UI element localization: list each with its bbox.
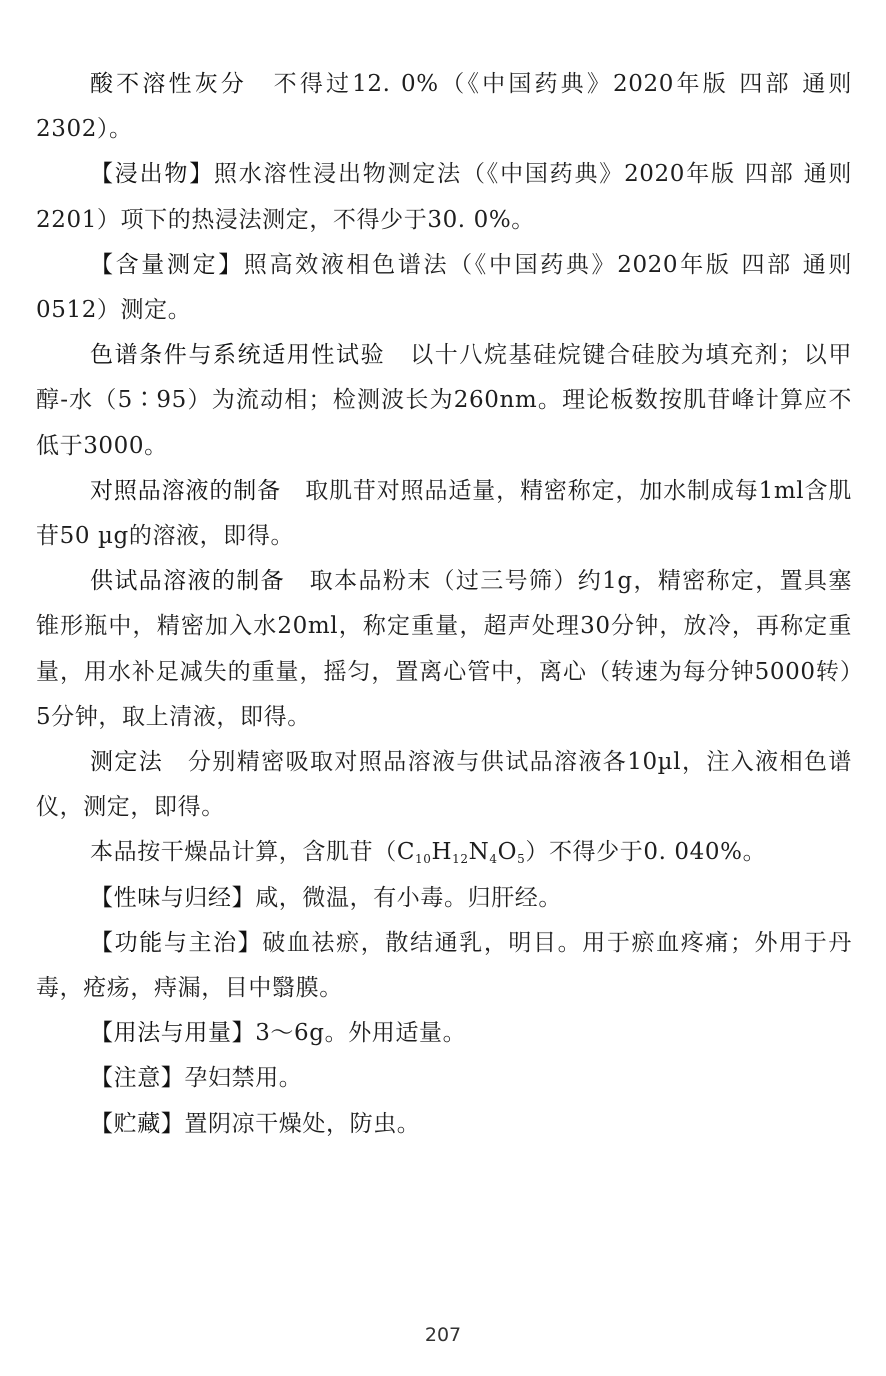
paragraph-reference-solution — [36, 469, 852, 559]
paragraph-heading: 【功能与主治】 — [90, 929, 263, 956]
paragraph-acid-insoluble-ash — [36, 62, 852, 152]
page-number: 207 — [424, 1324, 462, 1346]
paragraph-text: 取肌苷对照品适量，精密称定，加水制成每1ml含肌苷50 µg的溶液，即得。 — [36, 477, 852, 550]
paragraph-heading: 供试品溶液的制备 — [90, 568, 285, 595]
paragraph-text: 以十八烷基硅烷键合硅胶为填充剂；以甲醇-水（5∶95）为流动相；检测波长为260nm。理论板数按肌苷峰计算应不低于3000。 — [36, 342, 852, 459]
paragraph-text: 照高效液相色谱法（《中国药典》2020年版 四部 通则0512）测定。 — [36, 251, 852, 324]
paragraph-heading: 测定法 — [90, 749, 164, 776]
paragraph-precautions — [36, 1056, 852, 1101]
paragraph-heading: 色谱条件与系统适用性试验 — [90, 342, 386, 369]
paragraph-heading: 【用法与用量】 — [90, 1020, 256, 1047]
paragraph-heading: 【性味与归经】 — [90, 884, 256, 911]
paragraph-chromatographic-conditions — [36, 333, 852, 469]
paragraph-usage-dosage — [36, 1011, 852, 1056]
chemical-formula: $C_{10}H_{12}N_4O_5$ — [396, 839, 526, 867]
paragraph-heading: 酸不溶性灰分 — [90, 71, 248, 97]
paragraph-text: 不得过12. 0%（《中国药典》2020年版 四部 通则2302）。 — [36, 71, 852, 143]
content-tail-text: ）不得少于0. 040%。 — [525, 839, 767, 866]
paragraph-heading: 【浸出物】 — [90, 161, 214, 188]
paragraph-heading: 对照品溶液的制备 — [90, 477, 281, 504]
paragraph-heading: 【含量测定】 — [90, 251, 244, 278]
paragraph-content-limit — [36, 830, 852, 875]
paragraph-text: 孕妇禁用。 — [184, 1065, 303, 1092]
paragraph-heading: 【注意】 — [90, 1065, 185, 1092]
paragraph-text: 分别精密吸取对照品溶液与供试品溶液各10µl，注入液相色谱仪，测定，即得。 — [36, 749, 852, 821]
paragraph-text: 咸，微温，有小毒。归肝经。 — [255, 884, 563, 911]
paragraph-extractives — [36, 152, 852, 242]
content-lead-text: 本品按干燥品计算，含肌苷（ — [90, 839, 397, 866]
paragraph-text: 破血祛瘀，散结通乳，明目。用于瘀血疼痛；外用于丹毒，疮疡，痔漏，目中翳膜。 — [36, 929, 852, 1002]
paragraph-text: 置阴凉干燥处，防虫。 — [184, 1110, 421, 1137]
paragraph-functions-indications — [36, 921, 852, 1011]
paragraph-storage — [36, 1102, 852, 1147]
paragraph-test-solution — [36, 559, 852, 740]
paragraph-assay — [36, 243, 852, 333]
paragraph-text: 照水溶性浸出物测定法（《中国药典》2020年版 四部 通则 2201）项下的热浸法测定，不得少于30. 0%。 — [36, 161, 853, 233]
page-content — [36, 62, 852, 1147]
paragraph-property-flavor — [36, 876, 852, 921]
paragraph-text: 取本品粉末（过三号筛）约1g，精密称定，置具塞锥形瓶中，精密加入水20ml，称定重量，超声处理30分钟，放冷，再称定重量，用水补足减失的重量，摇匀，置离心管中，离心（转速为每分钟5000转）5分钟，取上清液，即得。 — [36, 568, 852, 730]
paragraph-text: 3～6g。外用适量。 — [255, 1020, 467, 1047]
paragraph-procedure — [36, 740, 852, 830]
paragraph-heading: 【贮藏】 — [90, 1110, 185, 1137]
